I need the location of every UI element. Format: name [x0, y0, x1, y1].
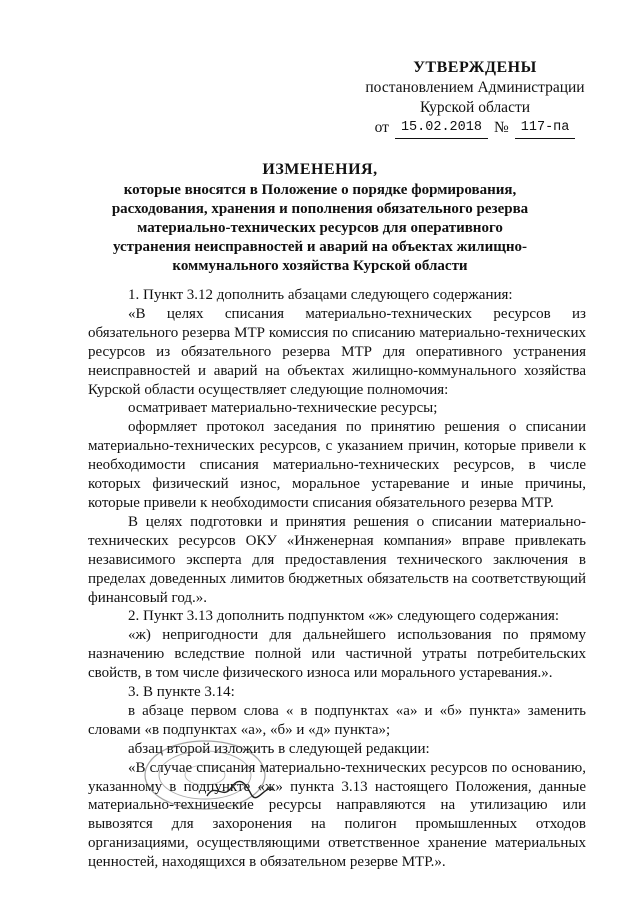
paragraph: абзац второй изложить в следующей редакции: [128, 740, 430, 757]
approval-number: 117-па [515, 118, 576, 139]
paragraph: 2. Пункт 3.13 дополнить подпунктом «ж» следующего содержания: [128, 608, 560, 625]
approval-title: УТВЕРЖДЕНЫ [413, 59, 537, 76]
approval-block [355, 58, 595, 139]
paragraph: оформляет протокол заседания по принятию решения о списании материально-технических ресурсов, с указанием причин, которые привели к необходимости списания материально-технических ресурсов, в числе которых физический износ, моральное устаревание и иные причины, которые привели к необходимости списания обязательного резерва МТР. [88, 419, 586, 511]
heading-title: ИЗМЕНЕНИЯ, [262, 161, 378, 178]
number-prefix: № [493, 119, 509, 136]
approval-date-line [355, 118, 595, 139]
paragraph: «ж) непригодности для дальнейшего использования по прямому назначению вследствие полной или частичной утраты потребительских свойств, в том числе физического износа или морального устаревания.». [88, 627, 586, 682]
date-prefix: от [374, 119, 389, 136]
signature-mark [205, 778, 275, 802]
paragraph: осматривает материально-технические ресурсы; [128, 400, 438, 417]
paragraph: 3. В пункте 3.14: [128, 684, 235, 701]
paragraph: В целях подготовки и принятия решения о списании материально-технических ресурсов ОКУ «Инженерная компания» вправе привлекать независимого эксперта для предоставления технического заключения в пределах доведенных лимитов бюджетных обязательств на соответствующий финансовый год.». [88, 513, 586, 606]
heading-subtitle: которые вносятся в Положение о порядке формирования, расходования, хранения и пополнения обязательного резерва материально-технических ресурсов для оперативного устранения неисправностей и аварий на объектах жилищно-коммунального хозяйства Курской области [111, 182, 529, 274]
paragraph: «В случае списания материально-технических ресурсов по основанию, указанному в подпункте «ж» пункта 3.13 настоящего Положения, данные материально-технические ресурсы направляются на утилизацию или вывозятся для захоронения на полигон промышленных отходов организациями, осуществляющими ответственное хранение материальных ценностей, находящихся в обязательном резерве МТР.». [88, 759, 586, 871]
paragraph: 1. Пункт 3.12 дополнить абзацами следующего содержания: [128, 287, 513, 303]
document-heading [100, 160, 540, 276]
approval-date: 15.02.2018 [395, 118, 488, 139]
approval-line-1: постановлением Администрации [365, 79, 585, 96]
paragraph: «В целях списания материально-технических ресурсов из обязательного резерва МТР комиссия по списанию материально-технических ресурсов из обязательного резерва МТР для оперативного устранения неисправностей и аварий на объектах жилищно-коммунального хозяйства Курской области осуществляет следующие полномочия: [88, 305, 586, 398]
paragraph: в абзаце первом слова « в подпунктах «а» и «б» пункта» заменить словами «в подпунктах «а», «б» и «д» пункта»; [88, 702, 586, 738]
approval-line-2: Курской области [419, 99, 531, 116]
